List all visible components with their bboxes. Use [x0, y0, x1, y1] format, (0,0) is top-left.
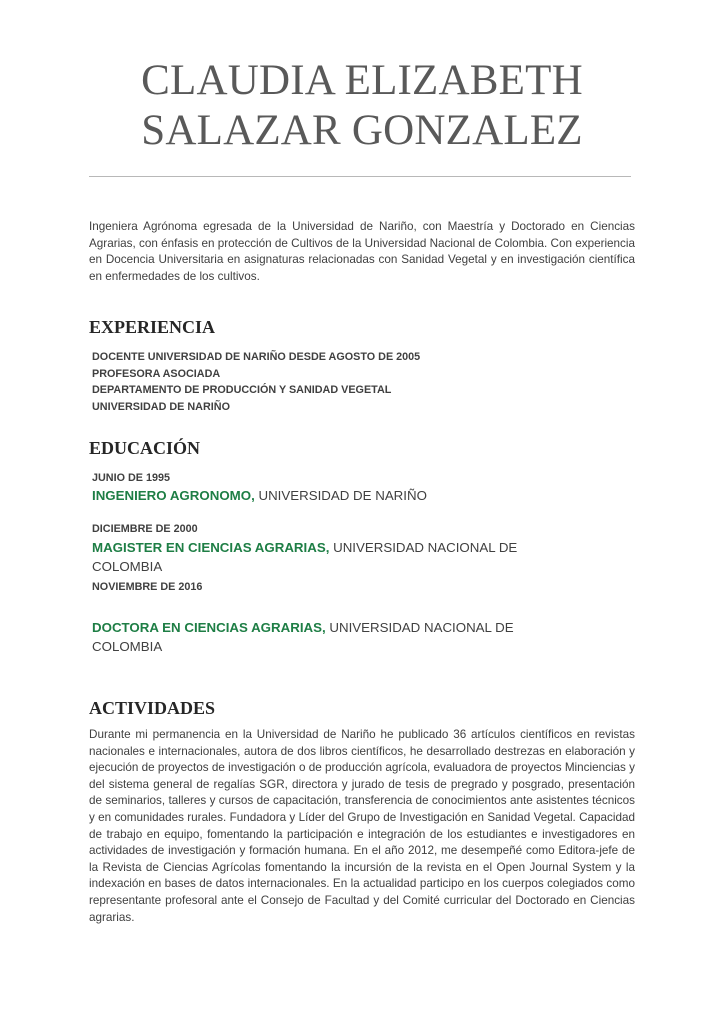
education-date: NOVIEMBRE DE 2016 — [92, 581, 203, 593]
institution-name: UNIVERSIDAD NACIONAL DE COLOMBIA — [92, 620, 514, 654]
experience-line: PROFESORA ASOCIADA — [92, 367, 221, 380]
education-entry — [92, 618, 532, 656]
name-line-2: SALAZAR GONZALEZ — [141, 107, 583, 154]
institution-name: UNIVERSIDAD NACIONAL DE COLOMBIA — [92, 540, 518, 574]
institution-name: UNIVERSIDAD DE NARIÑO — [254, 488, 427, 503]
header-divider — [89, 176, 631, 177]
profile-summary: Ingeniera Agrónoma egresada de la Universidad de Nariño, con Maestría y Doctorado en Ciencias Agrarias, con énfasis en protección de Cultivos de la Universidad Nacional de Colombia. Con experiencia en Docencia Universitaria en asignaturas relacionadas con Sanidad Vegetal y en investigación científica en enfermedades de los cultivos. — [89, 220, 635, 283]
degree-name: DOCTORA EN CIENCIAS AGRARIAS, — [92, 620, 326, 635]
education-heading: EDUCACIÓN — [89, 438, 201, 458]
experience-list — [92, 349, 632, 415]
education-entry — [92, 538, 532, 576]
experience-line: DEPARTAMENTO DE PRODUCCIÓN Y SANIDAD VEGETAL — [92, 384, 392, 397]
experience-line: DOCENTE UNIVERSIDAD DE NARIÑO DESDE AGOSTO DE 2005 — [92, 351, 421, 363]
activities-heading: ACTIVIDADES — [89, 698, 216, 718]
education-entry — [92, 486, 532, 505]
degree-name: INGENIERO AGRONOMO, — [92, 488, 255, 503]
experience-line: UNIVERSIDAD DE NARIÑO — [92, 400, 230, 413]
experience-heading: EXPERIENCIA — [89, 317, 216, 337]
name-line-1: CLAUDIA ELIZABETH — [141, 57, 583, 104]
activities-text: Durante mi permanencia en la Universidad de Nariño he publicado 36 artículos científicos en revistas nacionales e internacionales, autora de dos libros científicos, he desarrollado destrezas en elaboración y ejecución de proyectos de investigación o de producción agrícola, evaluadora de proyectos Minciencias y del sistema general de regalías SGR, directora y jurado de tesis de pregrado y posgrado, presentación de seminarios, talleres y cursos de capacitación, transferencia de conocimientos ante asistentes técnicos y en comunidades rurales. Fundadora y Líder del Grupo de Investigación en Sanidad Vegetal. Capacidad de trabajo en equipo, fomentando la participación e integración de los estudiantes e investigadores en actividades de investigación y formación humana. En el año 2012, me desempeñé como Editora-jefe de la Revista de Ciencias Agrícolas fomentando la incursión de la revista en el Open Journal System y la indexación en bases de datos internacionales. En la actualidad participo en los cuerpos colegiados como representante profesoral ante el Consejo de Facultad y del Comité curricular del Doctorado en Ciencias agrarias. — [89, 728, 635, 924]
candidate-name — [0, 56, 724, 156]
education-date: DICIEMBRE DE 2000 — [92, 523, 198, 535]
education-date: JUNIO DE 1995 — [92, 472, 171, 484]
degree-name: MAGISTER EN CIENCIAS AGRARIAS, — [92, 540, 330, 555]
